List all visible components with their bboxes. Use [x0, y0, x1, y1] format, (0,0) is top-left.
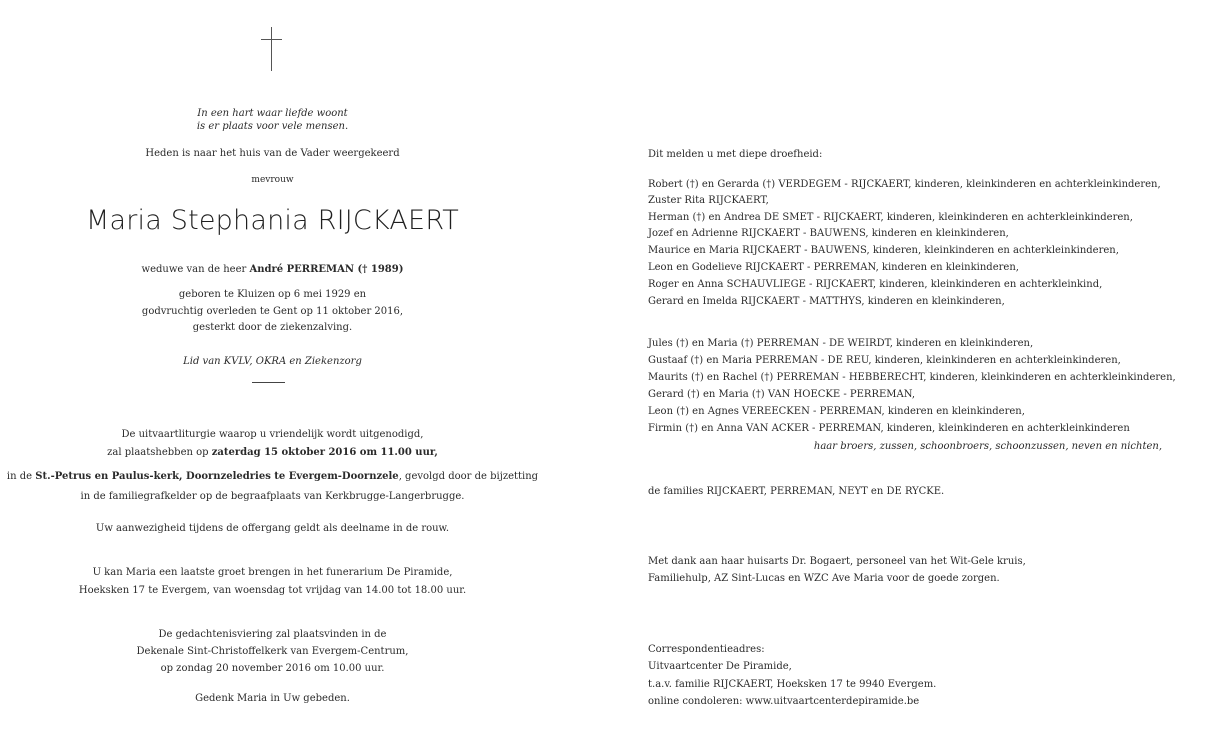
memorial-line: Dekenale Sint-Christoffelkerk van Evergem-Centrum, [136, 646, 409, 657]
announcement-heading: Dit melden u met diepe droefheid: [648, 149, 823, 160]
family-line: Gustaaf (†) en Maria PERREMAN - DE REU, kinderen, kleinkinderen en achterkleinkinderen, [648, 355, 1121, 366]
family-line: Maurice en Maria RIJCKAERT - BAUWENS, kinderen, kleinkinderen en achterkleinkinderen, [648, 245, 1119, 256]
visit-line: U kan Maria een laatste groet brengen in het funerarium De Piramide, [92, 567, 453, 578]
birth-line: gesterkt door de ziekenzalving. [192, 322, 353, 333]
poem-line: is er plaats voor vele mensen. [196, 121, 349, 132]
visit-line: Hoeksken 17 te Evergem, van woensdag tot vrijdag van 14.00 tot 18.00 uur. [78, 585, 467, 596]
correspondence-line: Uitvaartcenter De Piramide, [648, 661, 792, 672]
funeral-line: De uitvaartliturgie waarop u vriendelijk wordt uitgenodigd, [121, 429, 424, 440]
title-text: mevrouw [251, 175, 294, 185]
memorial-line: De gedachtenisviering zal plaatsvinden in de [158, 629, 387, 640]
condolence-link[interactable]: online condoleren: www.uitvaartcenterdepiramide.be [648, 696, 920, 707]
family-line: Herman (†) en Andrea DE SMET - RIJCKAERT, kinderen, kleinkinderen en achterkleinkinderen, [648, 212, 1133, 223]
deceased-name: Maria Stephania RIJCKAERT [85, 205, 460, 236]
family-line: Zuster Rita RIJCKAERT, [648, 195, 769, 206]
family-line: Gerard en Imelda RIJCKAERT - MATTHYS, kinderen en kleinkinderen, [648, 296, 1005, 307]
correspondence-line: t.a.v. familie RIJCKAERT, Hoeksken 17 te 9940 Evergem. [648, 679, 937, 690]
membership-text: Lid van KVLV, OKRA en Ziekenzorg [183, 356, 362, 367]
family-line: Leon (†) en Agnes VEREECKEN - PERREMAN, kinderen en kleinkinderen, [648, 406, 1025, 417]
family-line: Robert (†) en Gerarda (†) VERDEGEM - RIJCKAERT, kinderen, kleinkinderen en achterkleinkinderen, [648, 179, 1161, 190]
intro-text: Heden is naar het huis van de Vader weergekeerd [145, 148, 400, 159]
family-line: Jules (†) en Maria (†) PERREMAN - DE WEIRDT, kinderen en kleinkinderen, [648, 338, 1034, 349]
presence-text: Uw aanwezigheid tijdens de offergang geldt als deelname in de rouw. [95, 523, 450, 534]
correspondence-line: Correspondentieadres: [648, 644, 765, 655]
family-line: Firmin (†) en Anna VAN ACKER - PERREMAN, kinderen, kleinkinderen en achterkleinkinderen [648, 423, 1130, 434]
poem-line: In een hart waar liefde woont [197, 108, 348, 119]
family-line: Jozef en Adrienne RIJCKAERT - BAUWENS, kinderen en kleinkinderen, [648, 228, 1009, 239]
thanks-line: Familiehulp, AZ Sint-Lucas en WZC Ave Maria voor de goede zorgen. [648, 573, 1000, 584]
widow-line: weduwe van de heer André PERREMAN († 1989) [141, 264, 404, 275]
cross-icon [271, 27, 272, 71]
family-line: Gerard (†) en Maria (†) VAN HOECKE - PERREMAN, [648, 389, 916, 400]
closing-text: Gedenk Maria in Uw gebeden. [195, 693, 350, 704]
funeral-line: zal plaatshebben op zaterdag 15 oktober 2016 om 11.00 uur, [107, 447, 438, 458]
thanks-line: Met dank aan haar huisarts Dr. Bogaert, personeel van het Wit-Gele kruis, [648, 556, 1026, 567]
family-line: Maurits (†) en Rachel (†) PERREMAN - HEBBERECHT, kinderen, kleinkinderen en achterkleinkinderen, [648, 372, 1176, 383]
relatives-line: haar broers, zussen, schoonbroers, schoonzussen, neven en nichten, [813, 441, 1162, 452]
divider [252, 382, 285, 383]
family-line: Roger en Anna SCHAUVLIEGE - RIJCKAERT, kinderen, kleinkinderen en achterkleinkind, [648, 279, 1103, 290]
memorial-line: op zondag 20 november 2016 om 10.00 uur. [160, 663, 385, 674]
cross-icon-bar [261, 39, 282, 40]
family-line: Leon en Godelieve RIJCKAERT - PERREMAN, kinderen en kleinkinderen, [648, 262, 1019, 273]
families-line: de families RIJCKAERT, PERREMAN, NEYT en DE RYCKE. [648, 486, 945, 497]
birth-line: geboren te Kluizen op 6 mei 1929 en [178, 289, 367, 300]
funeral-line: in de familiegrafkelder op de begraafplaats van Kerkbrugge-Langerbrugge. [80, 491, 465, 502]
funeral-line: in de St.-Petrus en Paulus-kerk, Doornzeledries te Evergem-Doornzele, gevolgd door de bijzetting [6, 471, 539, 482]
birth-line: godvruchtig overleden te Gent op 11 oktober 2016, [141, 306, 404, 317]
